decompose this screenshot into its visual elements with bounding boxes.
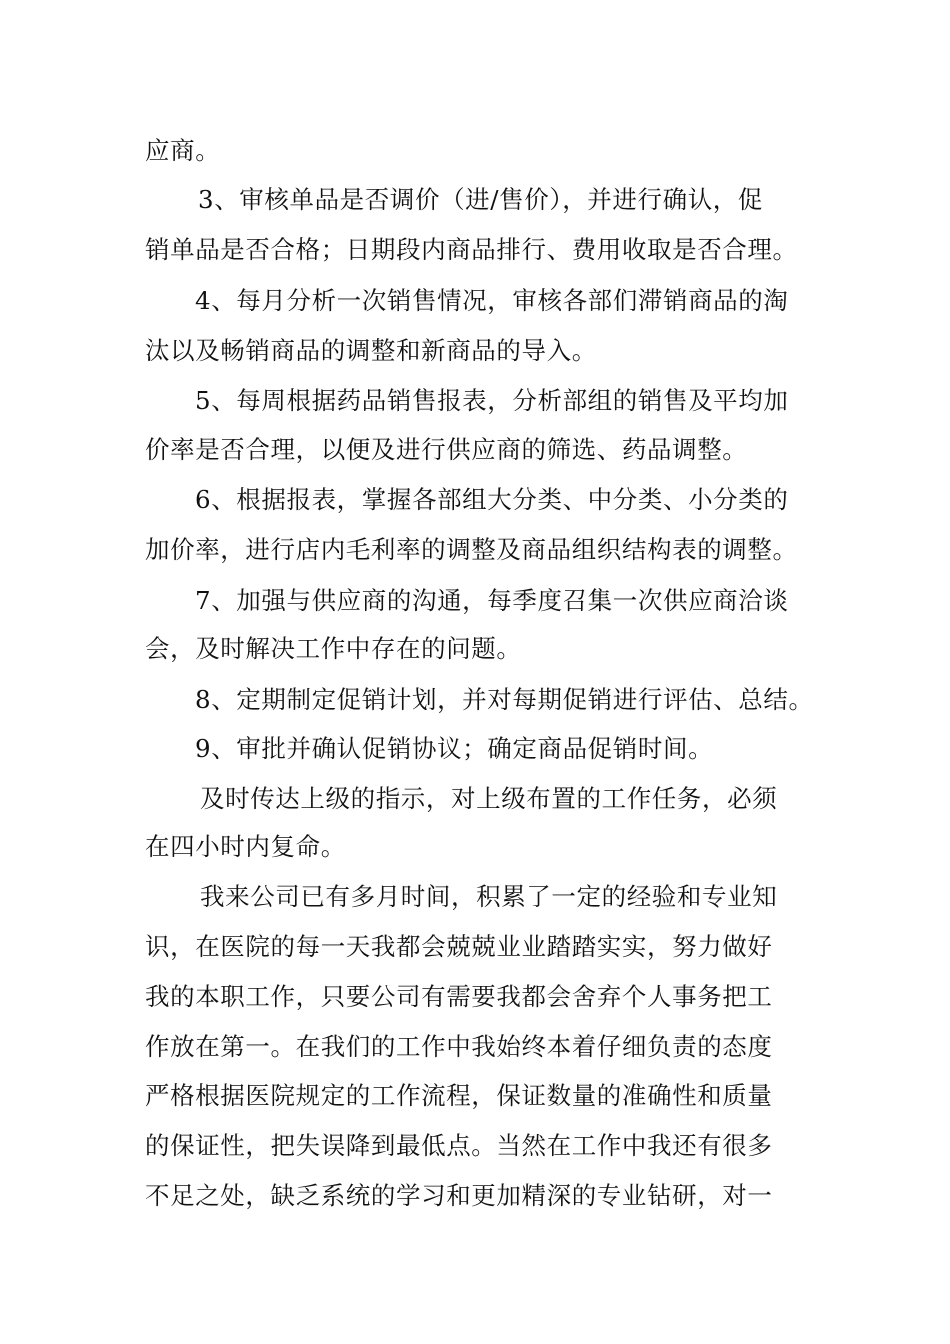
text-line: 4、每月分析一次销售情况，审核各部们滞销商品的淘 <box>195 286 789 315</box>
text-line: 不足之处，缺乏系统的学习和更加精深的专业钻研，对一 <box>145 1181 773 1210</box>
text-line: 作放在第一。在我们的工作中我始终本着仔细负责的态度 <box>145 1032 773 1061</box>
text-line: 销单品是否合格；日期段内商品排行、费用收取是否合理。 <box>145 235 798 264</box>
text-line: 及时传达上级的指示，对上级布置的工作任务，必须 <box>200 784 778 813</box>
text-line: 加价率，进行店内毛利率的调整及商品组织结构表的调整。 <box>145 535 798 564</box>
text-line: 在四小时内复命。 <box>145 832 346 861</box>
text-line: 的保证性，把失误降到最低点。当然在工作中我还有很多 <box>145 1131 773 1160</box>
text-line: 我的本职工作，只要公司有需要我都会舍弃个人事务把工 <box>145 982 773 1011</box>
text-line: 识，在医院的每一天我都会兢兢业业踏踏实实，努力做好 <box>145 932 773 961</box>
text-line: 价率是否合理，以便及进行供应商的筛选、药品调整。 <box>145 435 748 464</box>
text-line: 8、定期制定促销计划，并对每期促销进行评估、总结。 <box>195 685 814 714</box>
text-line: 汰以及畅销商品的调整和新商品的导入。 <box>145 336 597 365</box>
text-line: 7、加强与供应商的沟通，每季度召集一次供应商洽谈 <box>195 586 789 615</box>
text-line: 我来公司已有多月时间，积累了一定的经验和专业知 <box>200 882 778 911</box>
text-line: 5、每周根据药品销售报表，分析部组的销售及平均加 <box>195 386 789 415</box>
text-line: 9、审批并确认促销协议；确定商品促销时间。 <box>195 734 714 763</box>
text-line: 会，及时解决工作中存在的问题。 <box>145 634 522 663</box>
text-line: 6、根据报表，掌握各部组大分类、中分类、小分类的 <box>195 485 789 514</box>
text-line: 应商。 <box>145 136 221 165</box>
text-line: 3、审核单品是否调价（进/售价），并进行确认，促 <box>198 185 763 214</box>
text-line: 严格根据医院规定的工作流程，保证数量的准确性和质量 <box>145 1081 773 1110</box>
